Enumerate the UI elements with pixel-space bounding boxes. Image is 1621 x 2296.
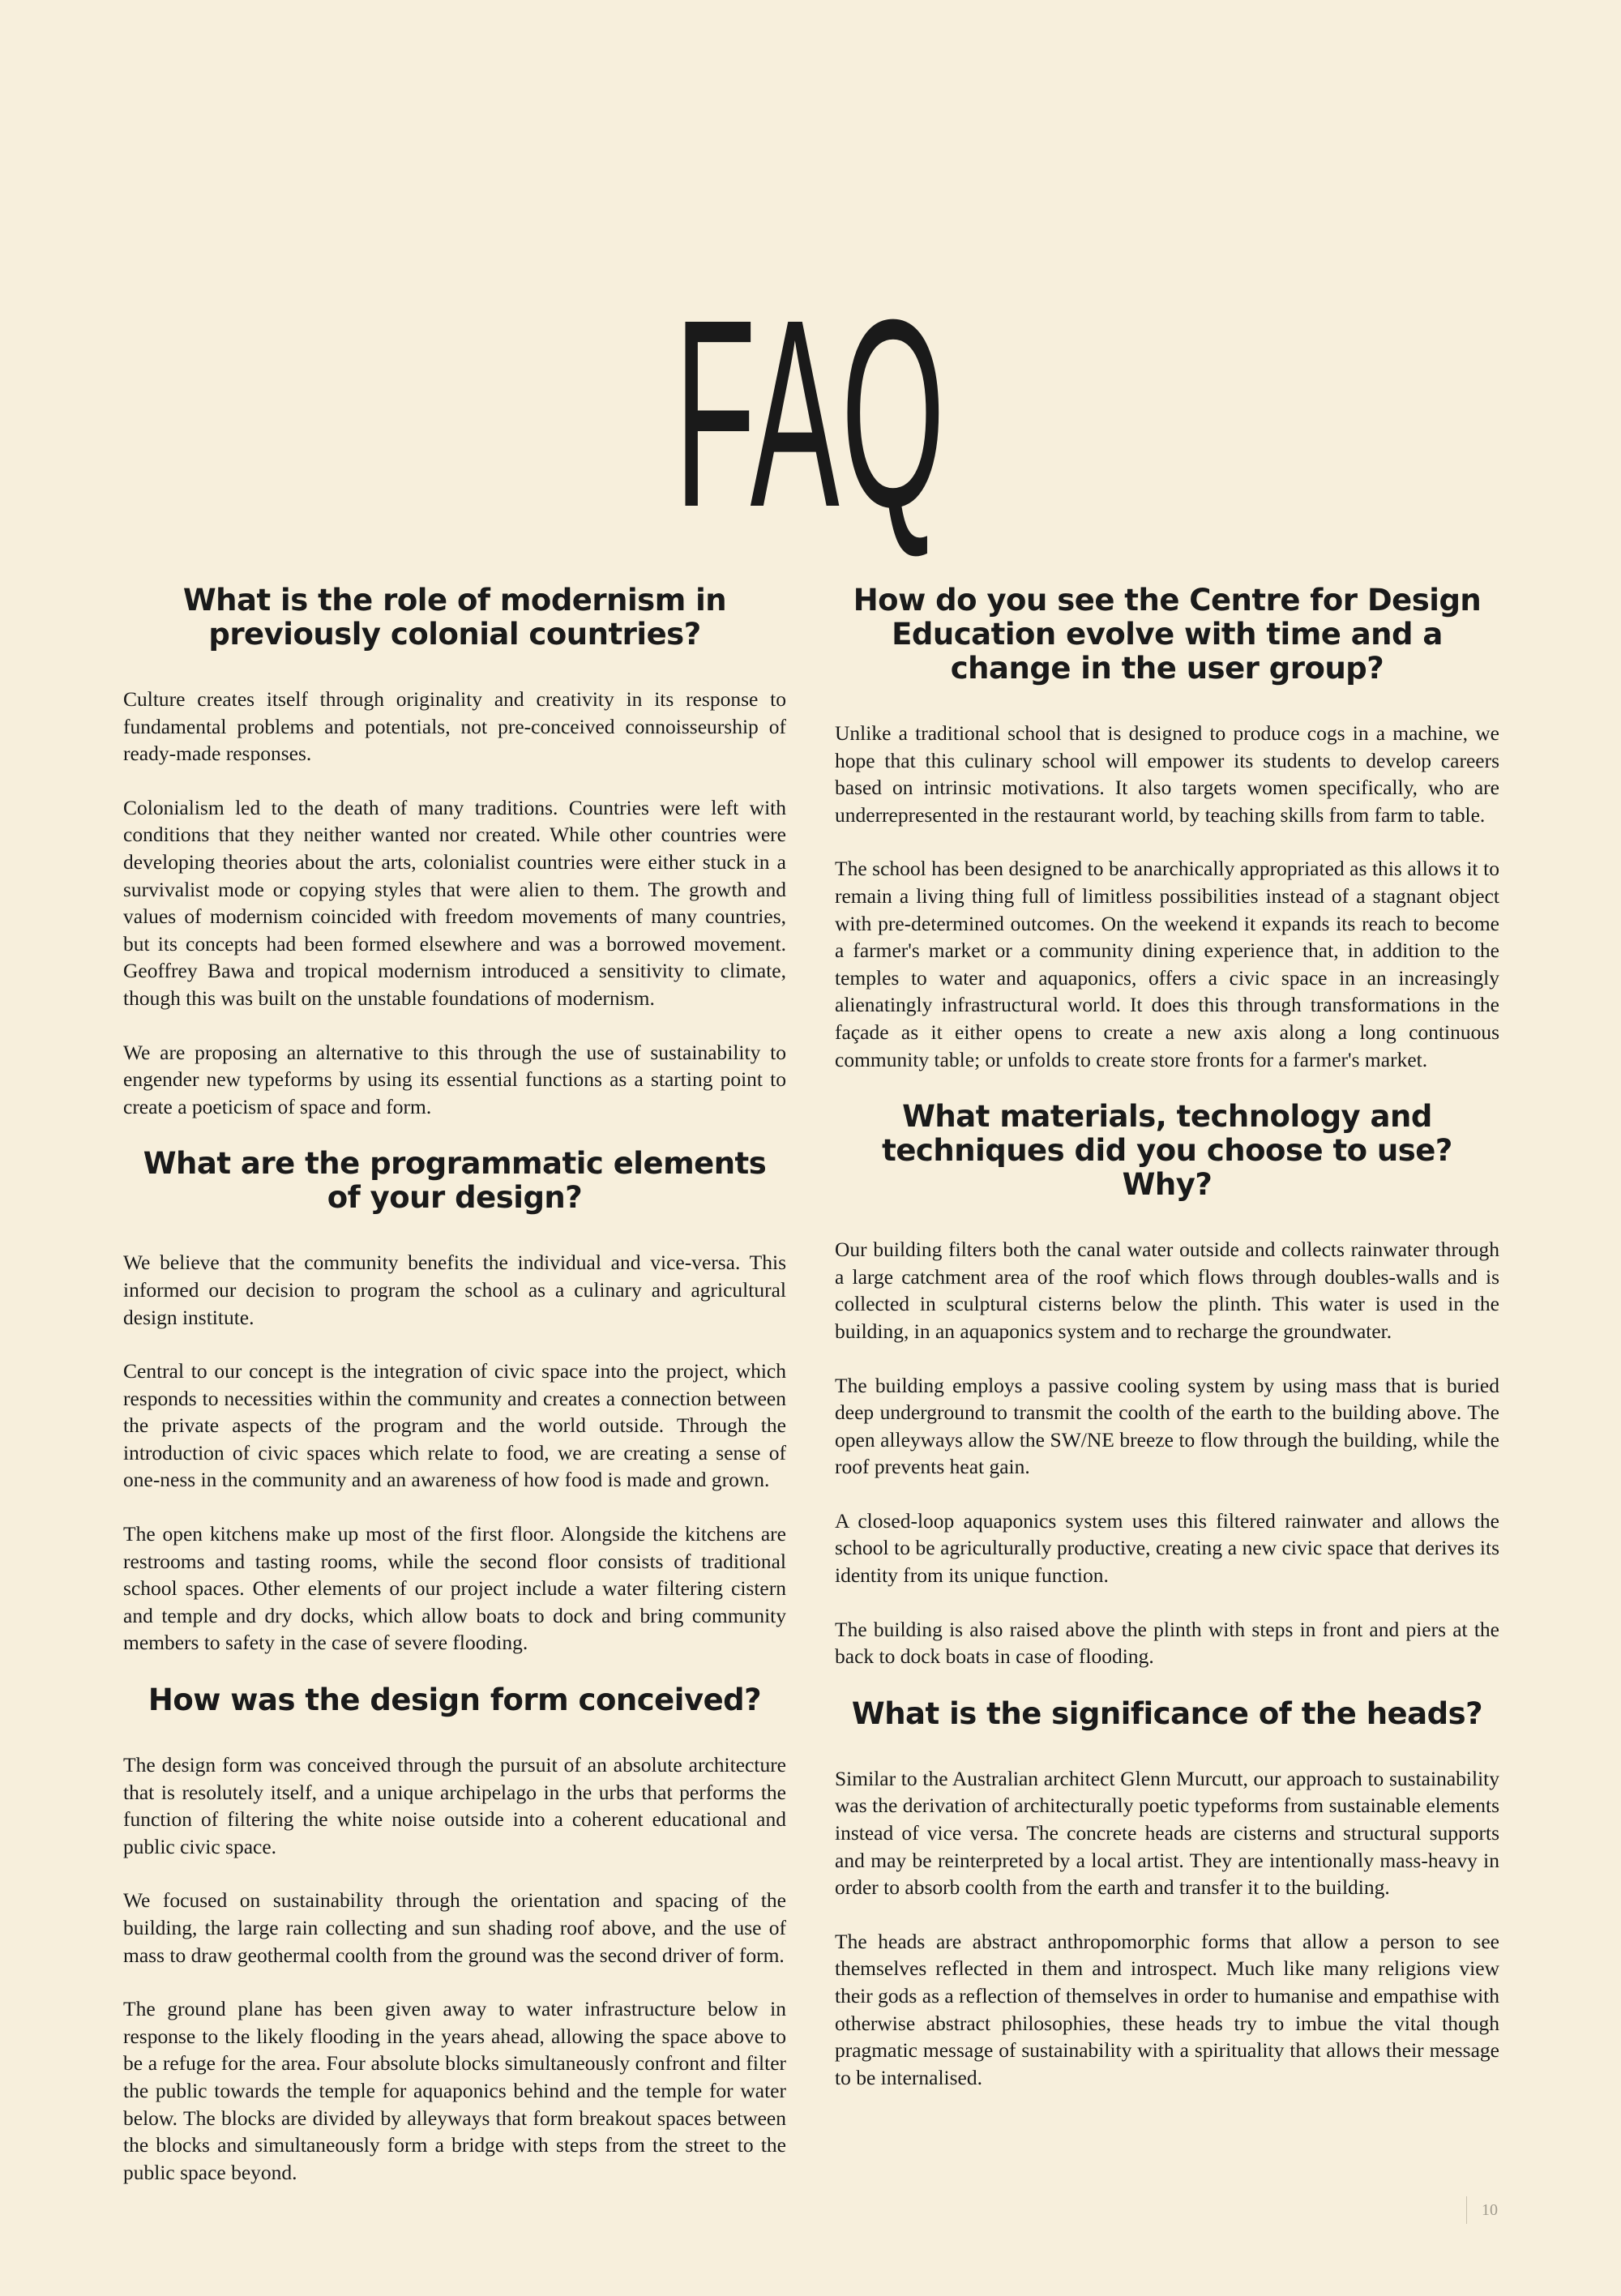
faq-paragraph: Similar to the Australian architect Glenn Murcutt, our approach to sustainability was the derivation of architecturally poetic typeforms from sustainable elements instead of vice versa. The concrete heads are cisterns and structural supports and may be reinterpreted by a local artist. They are intentionally mass-heavy in order to absorb coolth from the earth and transfer it to the building. xyxy=(835,1766,1499,1900)
faq-paragraph: The design form was conceived through the pursuit of an absolute architecture that is resolutely itself, and a unique archipelago in the urbs that performs the function of filtering the white noise outside into a coherent educational and public civic space. xyxy=(123,1753,786,1858)
page-number: 10 xyxy=(1466,2196,1498,2224)
faq-paragraph: We are proposing an alternative to this through the use of sustainability to engender new typeforms by using its essential functions as a starting point to create a poeticism of space and form. xyxy=(123,1040,786,1118)
faq-paragraph: Central to our concept is the integration of civic space into the project, which responds to necessities within the community and creates a connection between the private aspects of the program and the world outside. Through the introduction of civic spaces which relate to food, we are creating a sense of one-ness in the community and an awareness of how food is made and grown. xyxy=(123,1359,786,1492)
right-column xyxy=(835,584,1499,2118)
faq-section-design-form xyxy=(123,1683,786,2186)
faq-paragraph: A closed-loop aquaponics system uses this filtered rainwater and allows the school to be agriculturally productive, creating a new civic space that derives its identity from its unique function. xyxy=(835,1508,1499,1588)
faq-paragraph: The open kitchens make up most of the first floor. Alongside the kitchens are restrooms and tasting rooms, while the second floor consists of traditional school spaces. Other elements of our project include a water filtering cistern and temple and dry docks, which allow boats to dock and bring community members to safety in the case of severe flooding. xyxy=(123,1522,786,1655)
page-title: FAQ xyxy=(674,263,947,562)
faq-section-modernism xyxy=(123,584,786,1120)
faq-paragraph: Unlike a traditional school that is designed to produce cogs in a machine, we hope that this culinary school will empower its students to develop careers based on intrinsic motivations. It also targets women specifically, who are underrepresented in the restaurant world, by teaching skills from farm to table. xyxy=(835,721,1499,827)
faq-section-heads xyxy=(835,1697,1499,2092)
faq-paragraph: Culture creates itself through originality and creativity in its response to fundamental problems and potentials, not pre-conceived connoisseurship of ready-made responses. xyxy=(123,687,786,766)
faq-question: What materials, technology and techniques did you choose to use? Why? xyxy=(882,1099,1452,1203)
faq-question: How do you see the Centre for Design Education evolve with time and a change in the user group? xyxy=(853,583,1482,686)
faq-question: How was the design form conceived? xyxy=(148,1682,762,1718)
faq-paragraph: Colonialism led to the death of many traditions. Countries were left with conditions that they neither wanted nor created. While other countries were developing theories about the arts, colonialist countries were either stuck in a survivalist mode or copying styles that were alien to them. The growth and values of modernism coincided with freedom movements of many countries, but its concepts had been formed elsewhere and was a borrowed movement. Geoffrey Bawa and tropical modernism introduced a sensitivity to climate, though this was built on the unstable foundations of modernism. xyxy=(123,795,786,1010)
faq-section-programmatic xyxy=(123,1147,786,1657)
faq-paragraph: We focused on sustainability through the orientation and spacing of the building, the large rain collecting and sun shading roof above, and the use of mass to draw geothermal coolth from the ground was the second driver of form. xyxy=(123,1888,786,1967)
faq-paragraph: The building employs a passive cooling system by using mass that is buried deep underground to transmit the coolth of the earth to the building above. The open alleyways allow the SW/NE breeze to flow through the building, while the roof prevents heat gain. xyxy=(835,1373,1499,1479)
faq-paragraph: The ground plane has been given away to water infrastructure below in response to the likely flooding in the years ahead, allowing the space above to be a refuge for the area. Four absolute blocks simultaneously confront and filter the public towards the temple for aquaponics behind and the temple for water below. The blocks are divided by alleyways that form breakout spaces between the blocks and simultaneously form a bridge with steps from the street to the public space beyond. xyxy=(123,1997,786,2184)
faq-question: What are the programmatic elements of your design? xyxy=(143,1146,767,1216)
left-column xyxy=(123,584,786,2213)
faq-paragraph: The building is also raised above the plinth with steps in front and piers at the back to dock boats in case of flooding. xyxy=(835,1617,1499,1669)
faq-question: What is the significance of the heads? xyxy=(851,1695,1483,1731)
faq-paragraph: The heads are abstract anthropomorphic forms that allow a person to see themselves reflected in them and introspect. Much like many religions view their gods as a reflection of themselves in order to humanise and empathise with otherwise abstract philosophies, these heads try to imbue the vital though pragmatic message of sustainability with a spirituality that allows their message to be internalised. xyxy=(835,1929,1499,2089)
faq-paragraph: Our building filters both the canal water outside and collects rainwater through a large catchment area of the roof which flows through doubles-walls and is collected in sculptural cisterns below the plinth. This water is used in the building, in an aquaponics system and to recharge the groundwater. xyxy=(835,1238,1499,1343)
faq-section-materials xyxy=(835,1100,1499,1670)
faq-paragraph: The school has been designed to be anarchically appropriated as this allows it to remain a living thing full of limitless possibilities instead of a stagnant object with pre-determined outcomes. On the weekend it expands its reach to become a farmer's market or a community dining experience that, in addition to the temples to water and aquaponics, offers a civic space in an increasingly alienatingly infrastructural world. It does this through transformations in the façade as it either opens to create a new axis along a long continuous community table; or unfolds to create store fronts for a farmer's market. xyxy=(835,857,1499,1071)
faq-question: What is the role of modernism in previously colonial countries? xyxy=(182,583,727,652)
faq-paragraph: We believe that the community benefits the individual and vice-versa. This informed our decision to program the school as a culinary and agricultural design institute. xyxy=(123,1251,786,1329)
faq-section-evolution xyxy=(835,584,1499,1073)
